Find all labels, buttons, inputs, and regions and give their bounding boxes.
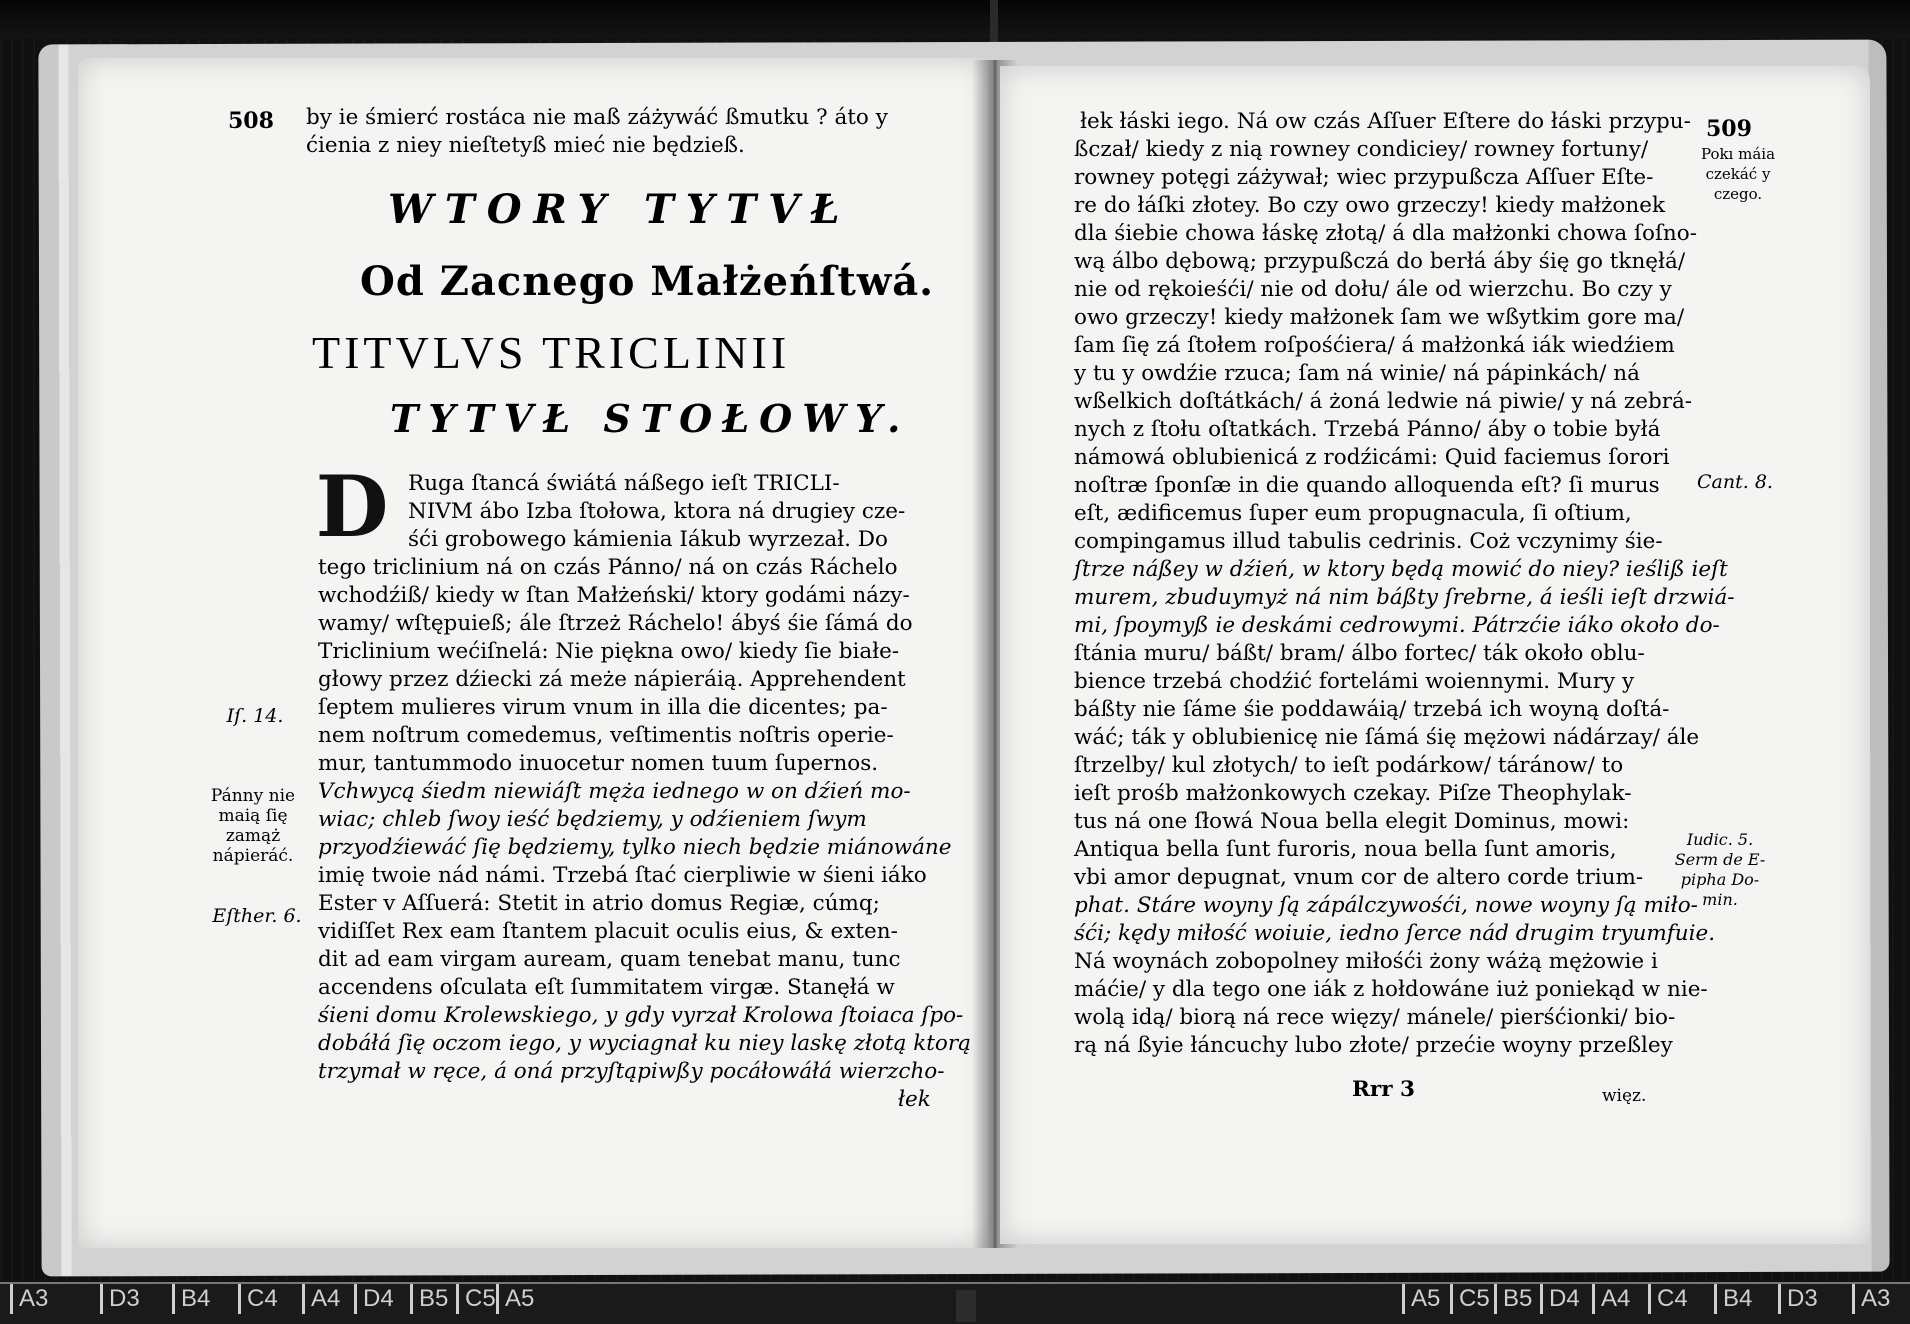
left-body-line: wiac; chleb ſwoy ieść będziemy, y odźieniem ſwym [318, 807, 867, 832]
left-body-line: śieni domu Krolewskiego, y gdy vyrzał Krolowa ſtoiaca ſpo- [318, 1003, 964, 1028]
right-body-line: ßczał/ kiedy z nią rowney condiciey/ rowney fortuny/ [1074, 137, 1649, 162]
right-body-line: eſt, ædificemus ſuper eum propugnacula, ſi oſtium, [1074, 501, 1632, 526]
ruler-tick-left: B4 [172, 1284, 210, 1314]
right-body-line: ſtánia muru/ báßt/ bram/ álbo fortec/ ták około oblu- [1074, 641, 1645, 666]
ruler-tick-left: A5 [496, 1284, 534, 1314]
right-margin-note-canticles: Cant. 8. [1697, 471, 1773, 493]
left-body-line: dobáłá ſię oczom iego, y wyciagnał ku niey laskę złotą ktorą [318, 1031, 971, 1056]
heading-titulus-triclinii: TITVLVS TRICLINII [312, 327, 791, 378]
left-body-line: wchodźiß/ kiedy w ſtan Małżeński/ ktory godámi názy- [318, 583, 910, 608]
left-top-line-2: ćienia z niey nieſtetyß mieć nie będzieß. [306, 133, 745, 158]
right-body-line: máćie/ y dla tego one iák z hołdowáne iuż poniekąd w nie- [1074, 977, 1708, 1002]
left-body-line: Triclinium wećiſnelá: Nie piękna owo/ kiedy ſie białe- [318, 639, 900, 664]
ruler-tick-left: C4 [238, 1284, 278, 1314]
drop-cap-initial: D [315, 457, 389, 556]
right-body-line: rowney potęgi záżywał; wiec przypußcza Aſſuer Eſte- [1074, 165, 1654, 190]
left-body-line: accendens oſculata eſt ſummitatem virgæ. Stanęłá w [318, 975, 895, 1000]
ruler-tick-left: C5 [456, 1284, 496, 1314]
right-body-line: dla śiebie chowa łáskę złotą/ á dla małżonki chowa ſoſno- [1074, 221, 1697, 246]
right-body-line: ieſt prośb małżonkowych czekay. Piſze Theophylak- [1074, 781, 1632, 806]
left-body-line: Ester v Aſſuerá: Stetit in atrio domus Regiæ, cúmq; [318, 891, 880, 916]
right-body-line: Antiqua bella ſunt furoris, noua bella ſunt amoris, [1074, 837, 1617, 862]
signature-mark: Rrr 3 [1352, 1077, 1415, 1102]
ruler-tick-right: B5 [1494, 1284, 1532, 1314]
right-body-line: wolą idą/ biorą ná rece więzy/ mánele/ pierśćionki/ bio- [1074, 1005, 1676, 1030]
ruler-tick-right: C4 [1648, 1284, 1688, 1314]
right-body-line: compingamus illud tabulis cedrinis. Coż vczynimy śie- [1074, 529, 1663, 554]
ruler-tick-left: D4 [354, 1284, 394, 1314]
heading-wtory-tytul: WTORY TYTVŁ [388, 186, 852, 233]
ruler-tick-right: A5 [1402, 1284, 1440, 1314]
right-body-line: re do łáſki złotey. Bo czy owo grzeczy! kiedy małżonek [1074, 193, 1665, 218]
right-body-line: báßty nie ſáme śie poddawáią/ trzebá ich woyną doſtá- [1074, 697, 1670, 722]
left-body-line: wamy/ wſtępuieß; ále ſtrzeż Ráchelo! ábyś śie ſámá do [318, 611, 913, 636]
left-margin-note-isaiah: Iſ. 14. [226, 705, 284, 727]
left-body-line: imię twoie nád námi. Trzebá ſtać cierpliwie w śieni iáko [318, 863, 927, 888]
left-body-line: trzymał w ręce, á oná przyſtąpiwßy pocáłowáłá wierzcho- [318, 1059, 945, 1084]
left-body-line: Vchwycą śiedm niewiáſt męża iednego w on dźień mo- [318, 779, 911, 804]
right-page-number: 509 [1706, 116, 1752, 142]
left-body-line: dit ad eam virgam auream, quam tenebat manu, tunc [318, 947, 901, 972]
left-body-line: vidiſſet Rex eam ſtantem placuit oculis eius, & exten- [318, 919, 898, 944]
right-body-line: y tu y owdźie rzuca; ſam ná winie/ ná pápinkách/ ná [1074, 361, 1640, 386]
ruler-tick-right: D4 [1540, 1284, 1580, 1314]
ruler-center-mark [956, 1290, 976, 1322]
left-page-number: 508 [228, 108, 274, 134]
right-body-line: łek łáski iego. Ná ow czás Aſſuer Eſtere do łáski przypu- [1080, 109, 1691, 134]
right-catchword: więz. [1602, 1086, 1647, 1106]
right-body-line: ſtrzelby/ kul złotych/ to ieſt podárkow/ táránow/ to [1074, 753, 1624, 778]
left-top-line-1: by ie śmierć rostáca nie maß záżywáć ßmutku ? áto y [306, 105, 888, 130]
right-body-line: tus ná one ſłowá Noua bella elegit Dominus, mowi: [1074, 809, 1630, 834]
left-body-line: śći grobowego kámienia Iákub wyrzezał. Do [408, 527, 888, 552]
right-body-line: nych z ſtołu oſtatkách. Trzebá Pánno/ áby o tobie byłá [1074, 417, 1661, 442]
left-catchword: łek [898, 1087, 931, 1112]
left-body-line: przyodźiewáć ſię będziemy, tylko niech będzie miánowáne [318, 835, 952, 860]
right-body-line: owo grzeczy! kiedy małżonek ſam we wßytkim gore ma/ [1074, 305, 1685, 330]
left-body-line: głowy przez dźiecki zá meże nápieráią. Apprehendent [318, 667, 906, 692]
heading-tytul-stolowy: TYTVŁ STOŁOWY. [390, 396, 911, 441]
right-body-line: nie od rękoieśći/ nie od dołu/ ále od wierzchu. Bo czy y [1074, 277, 1672, 302]
right-body-line: phat. Stáre woyny ſą zápálczywośći, nowe woyny ſą miło- [1074, 893, 1698, 918]
right-body-line: śći; kędy miłość woiuie, iedno ſerce nád drugim tryumfuie. [1074, 921, 1716, 946]
right-body-line: ſam ſię zá ſtołem roſpośćiera/ á małżonká iák wiedźiem [1074, 333, 1675, 358]
ruler-tick-right: C5 [1450, 1284, 1490, 1314]
ruler-tick-left: A4 [302, 1284, 340, 1314]
right-body-line: noſtræ ſponſæ in die quando alloquenda eſt? ſi murus [1074, 473, 1660, 498]
left-margin-note-panny: Pánny nie maią ſię zamąż nápieráć. [210, 786, 296, 866]
right-margin-note-poki: Pokı máia czekáć y czego. [1700, 145, 1776, 203]
right-body-line: Ná woynách zobopolney miłośći żony wáżą mężowie i [1074, 949, 1658, 974]
ruler-tick-left: B5 [410, 1284, 448, 1314]
right-body-line: ſtrze náßey w dźień, w ktory będą mowić do niey? ieśliß ieſt [1074, 557, 1728, 582]
right-body-line: vbi amor depugnat, vnum cor de altero corde trium- [1074, 865, 1644, 890]
heading-od-zacnego: Od Zacnego Małżeńſtwá. [360, 258, 935, 305]
right-body-line: wą álbo dębową; przypußczá do berłá áby śię go tknęłá/ [1074, 249, 1686, 274]
ruler-tick-right: A4 [1592, 1284, 1630, 1314]
left-body-line: Ruga ſtancá świátá náßego ieſt TRICLI- [408, 471, 840, 496]
ruler-tick-left: D3 [100, 1284, 140, 1314]
left-margin-note-esther: Eſther. 6. [212, 905, 302, 927]
right-body-line: námowá oblubienicá z rodźicámi: Quid faciemus ſorori [1074, 445, 1670, 470]
left-body-line: NIVM ábo Izba ſtołowa, ktora ná drugiey cze- [408, 499, 906, 524]
right-body-line: wáć; ták y oblubienicę nie ſámá śię mężowi nádárzay/ ále [1074, 725, 1700, 750]
right-body-line: rą ná ßyie łáncuchy lubo złote/ przećie woyny przeßley [1074, 1033, 1673, 1058]
right-margin-note-judges: Iudic. 5. Serm de E- pipha Do- min. [1674, 830, 1766, 909]
left-body-line: mur, tantummodo inuocetur nomen tuum ſupernos. [318, 751, 879, 776]
right-body-line: mi, ſpoymyß ie deskámi cedrowymi. Pátrzćie iáko około do- [1074, 613, 1720, 638]
left-body-line: nem noſtrum comedemus, veſtimentis noſtris operie- [318, 723, 894, 748]
right-body-line: murem, zbuduymyż ná nim báßty ſrebrne, á ieśli ieſt drzwiá- [1074, 585, 1735, 610]
right-body-line: bience trzebá chodźić fortelámi woiennymi. Mury y [1074, 669, 1635, 694]
ruler-tick-right: B4 [1714, 1284, 1752, 1314]
left-body-line: tego triclinium ná on czás Pánno/ ná on czás Ráchelo [318, 555, 898, 580]
ruler-tick-left: A3 [10, 1284, 48, 1314]
film-edge [0, 0, 1910, 38]
ruler-tick-right: D3 [1778, 1284, 1818, 1314]
ruler-tick-right: A3 [1852, 1284, 1890, 1314]
left-body-line: ſeptem mulieres virum vnum in illa die dicentes; pa- [318, 695, 888, 720]
right-body-line: wßelkich doſtátkách/ á żoná ledwie ná piwie/ y ná zebrá- [1074, 389, 1693, 414]
